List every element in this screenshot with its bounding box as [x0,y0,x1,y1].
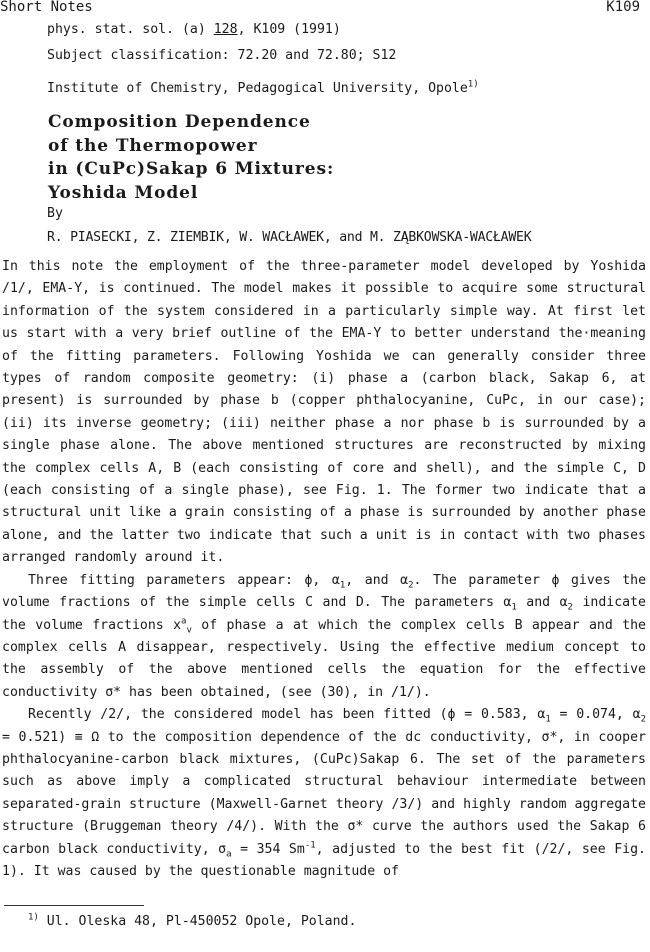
title-line: in (CuPc)Sakap 6 Mixtures: [48,159,335,179]
byline-by: By [47,206,63,221]
affiliation: Institute of Chemistry, Pedagogical University, Opole$^{1)}$ [47,79,479,96]
paragraph: Recently /2/, the considered model has been fitted (ϕ = 0.583, $\alpha_1 = 0.074$, $\alpha_2 = 0.521) \equiv \Omega$ to the composition dependence of the dc conductivity, σ*, in cooper phthalocyanine-carbon black mixtures, (CuPc)Sakap 6. The set of the parameters such as above imply a complicated structural behaviour intermediate between separated-grain structure (Maxwell-Garnet theory /3/) and highly random aggregate structure (Bruggeman theory /4/). With the σ* curve the authors used the Sakap 6 carbon black conductivity, $\sigma_a = 354$ $Sm^{-1}$, adjusted to the best fit (/2/, see Fig. 1). It was caused by the questionable magnitude of [2,707,646,879]
paragraph: In this note the employment of the three-parameter model developed by Yoshida /1/, EMA-Y, is continued. The model makes it possible to acquire some structural information of the system considered in a particularly simple way. At first let us start with a very brief outline of the EMA-Y to better understand the·meaning of the fitting parameters. Following Yoshida we can generally consider three types of random composite geometry: (i) phase a (carbon black, Sakap 6, at present) is surrounded by phase b (copper phthalocyanine, CuPc, in our case); (ii) its inverse geometry; (iii) neither phase a nor phase b is surrounded by a single phase alone. The above mentioned structures are reconstructed by mixing the complex cells A, B (each consisting of core and shell), and the simple C, D (each consisting of a single phase), see Fig. 1. The former two indicate that a structural unit like a grain consisting of a phase is surrounded by another phase alone, and the latter two indicate that such a unit is in contact with two phases arranged randomly around it. [2,259,646,566]
body-text [2,256,646,883]
page-number: K109 [606,0,640,15]
footnote: $^{1)}$ Ul. Oleska 48, Pl-450052 Opole, Poland. [28,912,357,929]
subject-classification: Subject classification: 72.20 and 72.80; S12 [47,48,397,63]
paper-title [48,111,334,205]
running-header-left: Short Notes [0,0,93,15]
author-list: R. PIASECKI, Z. ZIEMBIK, W. WACŁAWEK, and M. ZĄBKOWSKA-WACŁAWEK [47,230,532,245]
journal-citation: phys. stat. sol. (a) 128, K109 (1991) [47,22,341,37]
paragraph: Three fitting parameters appear: ϕ, $\alpha_1$, and $\alpha_2$. The parameter ϕ gives the volume fractions of the simple cells C and D. The parameters $\alpha_1$ and $\alpha_2$ indicate the volume fractions $x^a_v$ of phase a at which the complex cells B appear and the complex cells A disappear, respectively. Using the effective medium concept to the assembly of the above mentioned cells the equation for the effective conductivity σ* has been obtained, (see (30), in /1/). [2,572,647,700]
title-line: Yoshida Model [48,182,199,203]
footnote-rule [4,905,144,906]
title-line: of the Thermopower [48,135,258,156]
title-line: Composition Dependence [48,112,311,132]
